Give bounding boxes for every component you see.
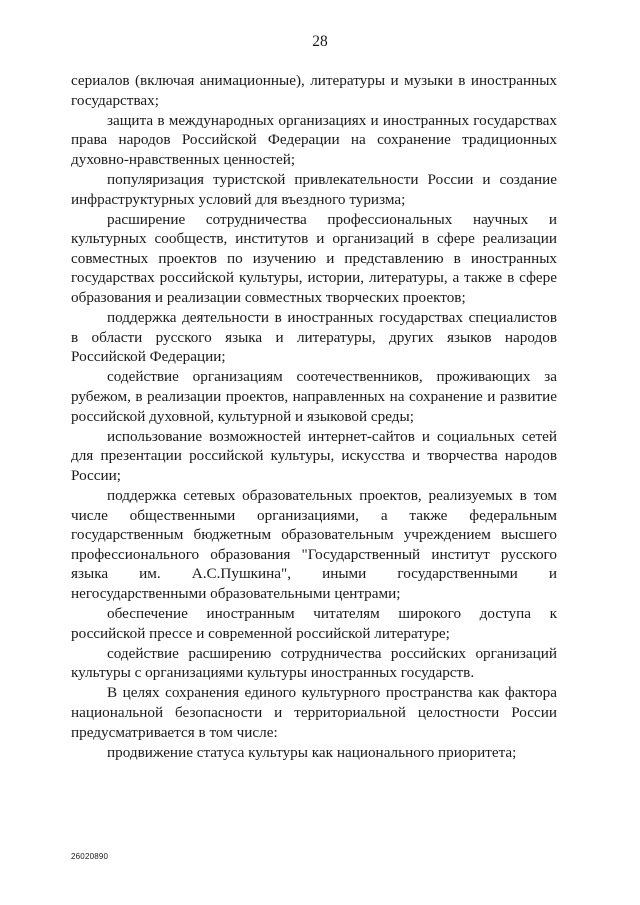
paragraph-11: В целях сохранения единого культурного пространства как фактора национальной безопасности и территориальной целостности России предусматривается в том числе: bbox=[71, 684, 557, 741]
paragraph-12: продвижение статуса культуры как национального приоритета; bbox=[107, 743, 517, 761]
paragraph-1: сериалов (включая анимационные), литературы и музыки в иностранных государствах; bbox=[71, 72, 557, 109]
page-number: 28 bbox=[312, 33, 328, 50]
document-code: 26020890 bbox=[71, 852, 109, 861]
paragraph-7: использование возможностей интернет-сайтов и социальных сетей для презентации российской культуры, искусства и творчества народов России; bbox=[71, 427, 557, 484]
paragraph-6: содействие организациям соотечественников, проживающих за рубежом, в реализации проектов, направленных на сохранение и развитие российской духовной, культурной и языковой среды; bbox=[71, 368, 557, 425]
paragraph-5: поддержка деятельности в иностранных государствах специалистов в области русского языка и литературы, других языков народов Российской Федерации; bbox=[71, 309, 557, 366]
paragraph-3: популяризация туристской привлекательности России и создание инфраструктурных условий для въездного туризма; bbox=[71, 170, 557, 208]
paragraph-4: расширение сотрудничества профессиональных научных и культурных сообществ, институтов и организаций в сфере реализации совместных проектов по изучению и представлению в иностранных государствах российской культуры, истории, литературы, а также в сфере образования и реализации совместных творческих проектов; bbox=[71, 210, 557, 307]
paragraph-9: обеспечение иностранным читателям широкого доступа к российской прессе и современной российской литературе; bbox=[71, 605, 557, 642]
paragraph-10: содействие расширению сотрудничества российских организаций культуры с организациями культуры иностранных государств. bbox=[71, 644, 557, 682]
document-body bbox=[71, 71, 557, 763]
paragraph-8: поддержка сетевых образовательных проектов, реализуемых в том числе общественными организациями, а также федеральным государственным бюджетным образовательным учреждением высшего профессионального образования "Государственный институт русского языка им. А.С.Пушкина", иными государственными и негосударственными образовательными центрами; bbox=[71, 486, 557, 602]
paragraph-2: защита в международных организациях и иностранных государствах права народов Российской Федерации на сохранение традиционных духовно-нравственных ценностей; bbox=[71, 111, 557, 168]
